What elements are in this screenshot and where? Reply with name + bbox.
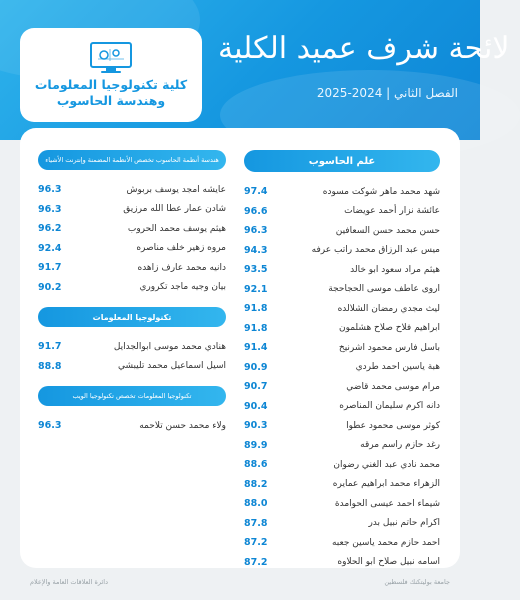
student-name: اسامه نبيل صلاح ابو الحلاوه (337, 557, 440, 568)
student-row (244, 319, 440, 339)
student-score: 90.4 (244, 400, 268, 412)
student-name: الزهراء محمد ابراهيم عمايره (332, 479, 440, 490)
computer-science-list (244, 182, 440, 572)
student-score: 89.9 (244, 439, 268, 451)
student-name: اكرام حاتم نبيل بدر (368, 518, 440, 529)
student-name: ليث مجدي رمضان الشلالده (337, 303, 440, 314)
it-list (38, 337, 226, 376)
student-row (244, 280, 440, 300)
student-name: مرام موسى محمد قاضي (346, 381, 440, 392)
page-title: لائحة شرف عميد الكلية (218, 31, 510, 66)
student-name: كوثر موسى محمود عطوا (346, 420, 440, 431)
student-score: 91.4 (244, 342, 268, 354)
student-row (244, 377, 440, 397)
student-name: شهد محمد ماهر شوكت مسوده (322, 186, 440, 197)
student-score: 96.6 (244, 205, 268, 217)
student-row (38, 416, 226, 436)
computer-engineering-column (244, 150, 440, 572)
title-block (218, 30, 510, 100)
student-score: 88.6 (244, 459, 268, 471)
student-score: 88.2 (244, 478, 268, 490)
student-name: حسن محمد حسن السعافين (335, 225, 440, 236)
student-name: مروه زهير خلف مناصره (136, 243, 226, 254)
student-name: دانه اكرم سليمان المناصره (339, 401, 440, 412)
student-score: 87.2 (244, 556, 268, 568)
web-section (38, 386, 226, 436)
student-row (38, 239, 226, 259)
student-score: 88.0 (244, 498, 268, 510)
student-row (38, 180, 226, 200)
student-score: 96.3 (38, 203, 62, 215)
student-score: 91.8 (244, 303, 268, 315)
semester-label: الفصل الثاني | 2024-2025 (316, 86, 458, 100)
student-score: 91.7 (38, 262, 62, 274)
student-row (244, 455, 440, 475)
student-name: ولاء محمد حسن تلاحمه (139, 420, 226, 431)
student-row (244, 299, 440, 319)
footer-right: جامعة بوليتكنك فلسطين (384, 578, 450, 586)
student-score: 90.9 (244, 361, 268, 373)
student-name: عايشه امجد يوسف بربوش (126, 184, 226, 195)
honor-list-card (20, 128, 460, 568)
section-title-web: تكنولوجيا المعلومات تخصص تكنولوجيا الويب (38, 386, 226, 406)
student-name: عائشة نزار أحمد عويضات (344, 206, 440, 217)
student-row (244, 475, 440, 495)
student-name: هيثم مراد سعود ابو خالد (350, 264, 440, 275)
student-name: رغد حازم راسم مرقه (360, 440, 440, 451)
student-name: باسل فارس محمود اشرنيخ (338, 342, 440, 353)
student-score: 87.2 (244, 537, 268, 549)
student-row (244, 221, 440, 241)
student-row (244, 241, 440, 261)
college-logo-card (20, 28, 202, 122)
it-section (38, 307, 226, 376)
student-name: بيان وجيه ماجد تكروري (139, 282, 226, 293)
footer-left: دائرة العلاقات العامة والإعلام (30, 578, 109, 586)
student-name: ميس عبد الرزاق محمد راتب عرفه (311, 245, 440, 256)
student-name: اسيل اسماعيل محمد تليبشي (117, 361, 226, 372)
student-name: محمد نادي عبد الغني رضوان (333, 459, 440, 470)
student-score: 87.8 (244, 517, 268, 529)
student-row (38, 337, 226, 357)
student-score: 96.3 (38, 184, 62, 196)
student-score: 92.4 (38, 242, 62, 254)
student-name: شيماء احمد عيسى الحوامدة (334, 498, 440, 509)
section-title-it: تكنولوجيا المعلومات (38, 307, 226, 327)
header-banner (0, 0, 510, 140)
student-row (244, 358, 440, 378)
student-name: هنادي محمد موسى ابوالجدايل (113, 341, 226, 352)
student-row (38, 357, 226, 377)
student-name: ابراهيم فلاح صلاح هشلمون (338, 323, 440, 334)
student-score: 92.1 (244, 283, 268, 295)
other-majors-column (38, 150, 226, 436)
student-row (244, 553, 440, 573)
student-score: 96.3 (38, 420, 62, 432)
student-score: 91.8 (244, 322, 268, 334)
student-score: 88.8 (38, 360, 62, 372)
student-row (244, 202, 440, 222)
student-row (244, 416, 440, 436)
student-name: هبة ياسين احمد طردي (355, 362, 440, 373)
student-score: 90.3 (244, 420, 268, 432)
student-row (38, 219, 226, 239)
student-row (244, 182, 440, 202)
student-score: 90.2 (38, 281, 62, 293)
student-score: 91.7 (38, 341, 62, 353)
student-row (244, 436, 440, 456)
web-list (38, 416, 226, 436)
student-name: اروى عاطف موسى الحجاحجة (328, 284, 440, 295)
college-name: كلية تكنولوجيا المعلومات وهندسة الحاسوب (34, 77, 188, 108)
student-name: احمد حازم محمد ياسين جعبه (331, 537, 440, 548)
student-row (244, 533, 440, 553)
student-score: 94.3 (244, 244, 268, 256)
computer-monitor-icon (88, 41, 134, 75)
student-name: دانيه محمد عارف زاهده (137, 262, 226, 273)
embedded-systems-list (38, 180, 226, 297)
student-row (38, 278, 226, 298)
section-title-embedded-systems: هندسة أنظمة الحاسوب تخصص الأنظمة المضمنة وإنترنت الأشياء (38, 150, 226, 170)
student-row (38, 200, 226, 220)
student-row (244, 514, 440, 534)
student-row (244, 260, 440, 280)
student-row (38, 258, 226, 278)
student-score: 97.4 (244, 186, 268, 198)
student-name: هيثم يوسف محمد الحروب (127, 223, 226, 234)
student-score: 90.7 (244, 381, 268, 393)
student-score: 96.2 (38, 223, 62, 235)
student-row (244, 338, 440, 358)
student-row (244, 494, 440, 514)
student-score: 96.3 (244, 225, 268, 237)
student-name: شادن عمار عطا الله مرزيق (123, 204, 226, 215)
section-title-computer-science: علم الحاسوب (244, 150, 440, 172)
student-row (244, 397, 440, 417)
student-score: 93.5 (244, 264, 268, 276)
